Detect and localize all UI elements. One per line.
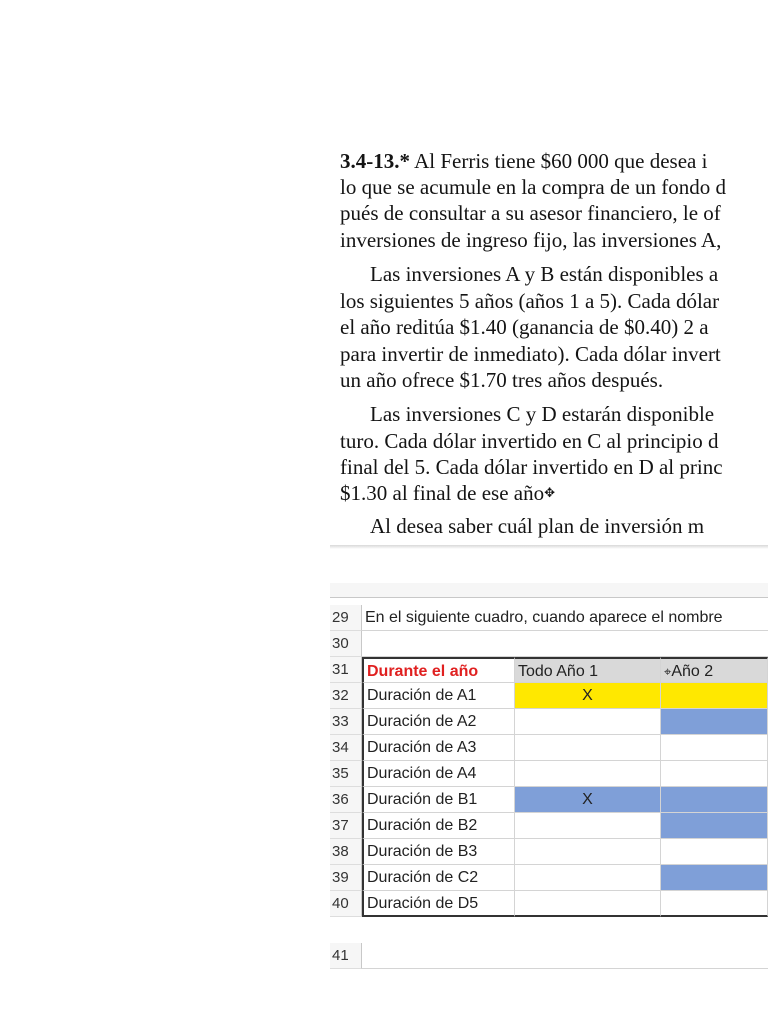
year2-cell[interactable]: [661, 813, 768, 839]
row-number[interactable]: 33: [330, 709, 362, 735]
header-year1-cell[interactable]: Todo Año 1: [515, 657, 661, 683]
row-number[interactable]: 31: [330, 657, 362, 683]
row-number[interactable]: 29: [330, 605, 362, 631]
year1-cell[interactable]: [515, 761, 661, 787]
year2-cell[interactable]: [661, 735, 768, 761]
year2-cell[interactable]: [661, 683, 768, 709]
table-row[interactable]: [330, 787, 768, 813]
book-line: $1.30 al final de ese año✥: [340, 481, 555, 505]
book-line: inversiones de ingreso fijo, las inversiones A,: [340, 228, 722, 252]
partial-row: [330, 583, 768, 598]
year1-cell[interactable]: [515, 735, 661, 761]
book-line: turo. Cada dólar invertido en C al principio d: [340, 429, 719, 453]
problem-number: 3.4-13.*: [340, 149, 410, 173]
table-row[interactable]: [330, 761, 768, 787]
row-label-cell[interactable]: Duración de C2: [362, 865, 515, 891]
row-label-cell[interactable]: Duración de B3: [362, 839, 515, 865]
table-row[interactable]: [330, 865, 768, 891]
row-label-cell[interactable]: Duración de D5: [362, 891, 515, 917]
row-label-cell[interactable]: Duración de B2: [362, 813, 515, 839]
header-row[interactable]: [330, 657, 768, 683]
year2-cell[interactable]: [661, 865, 768, 891]
book-line: Al desea saber cuál plan de inversión m: [370, 514, 705, 538]
year1-cell[interactable]: [515, 839, 661, 865]
book-line: Las inversiones A y B están disponibles a: [370, 262, 719, 286]
textbook-excerpt: [330, 138, 768, 550]
row-label-cell[interactable]: Duración de A3: [362, 735, 515, 761]
row-label-cell[interactable]: Duración de A2: [362, 709, 515, 735]
year1-cell[interactable]: [515, 891, 661, 917]
row-number[interactable]: 40: [330, 891, 362, 917]
year2-cell[interactable]: [661, 787, 768, 813]
book-line: el año reditúa $1.40 (ganancia de $0.40) 2 a: [340, 315, 709, 339]
row-number[interactable]: 34: [330, 735, 362, 761]
book-line: pués de consultar a su asesor financiero, le of: [340, 201, 721, 225]
year1-cell[interactable]: X: [515, 787, 661, 813]
table-row[interactable]: [330, 839, 768, 865]
row-number[interactable]: 32: [330, 683, 362, 709]
row-label-cell[interactable]: Duración de B1: [362, 787, 515, 813]
book-line: lo que se acumule en la compra de un fondo d: [340, 175, 727, 199]
year1-cell[interactable]: X: [515, 683, 661, 709]
header-label-cell[interactable]: Durante el año: [362, 657, 515, 683]
text-cursor-icon: ⌖: [664, 664, 672, 679]
row-label-cell[interactable]: Duración de A4: [362, 761, 515, 787]
book-line: un año ofrece $1.70 tres años después.: [340, 368, 664, 392]
row-number[interactable]: 38: [330, 839, 362, 865]
book-line: para invertir de inmediato). Cada dólar invert: [340, 342, 721, 366]
book-line: los siguientes 5 años (años 1 a 5). Cada dólar: [340, 289, 720, 313]
spreadsheet-row[interactable]: [330, 605, 768, 631]
table-row[interactable]: [330, 735, 768, 761]
row-number[interactable]: 39: [330, 865, 362, 891]
book-line: Las inversiones C y D estarán disponible: [370, 402, 715, 426]
year1-cell[interactable]: [515, 865, 661, 891]
row-label-cell[interactable]: Duración de A1: [362, 683, 515, 709]
spreadsheet-row[interactable]: [330, 943, 768, 969]
header-year2-cell[interactable]: ⌖Año 2: [661, 657, 768, 683]
year1-cell[interactable]: [515, 813, 661, 839]
blank-cell[interactable]: [362, 943, 768, 969]
move-cursor-icon: ✥: [544, 485, 555, 500]
row-number[interactable]: 41: [330, 943, 362, 969]
year2-cell[interactable]: [661, 839, 768, 865]
year2-cell[interactable]: [661, 761, 768, 787]
year1-cell[interactable]: [515, 709, 661, 735]
table-row[interactable]: [330, 709, 768, 735]
spreadsheet[interactable]: [330, 583, 768, 1024]
book-line: 3.4-13.* Al Ferris tiene $60 000 que desea i: [340, 149, 708, 173]
row-number[interactable]: 37: [330, 813, 362, 839]
table-row[interactable]: [330, 891, 768, 917]
blank-cell[interactable]: [362, 631, 768, 657]
year2-cell[interactable]: [661, 891, 768, 917]
table-row[interactable]: [330, 813, 768, 839]
year2-cell[interactable]: [661, 709, 768, 735]
row-number[interactable]: 36: [330, 787, 362, 813]
note-cell[interactable]: En el siguiente cuadro, cuando aparece el nombre: [362, 605, 768, 631]
table-row[interactable]: [330, 683, 768, 709]
book-line: final del 5. Cada dólar invertido en D al princ: [340, 455, 723, 479]
row-number[interactable]: 30: [330, 631, 362, 657]
spreadsheet-row[interactable]: [330, 631, 768, 657]
row-number[interactable]: 35: [330, 761, 362, 787]
scan-edge: [330, 545, 768, 549]
